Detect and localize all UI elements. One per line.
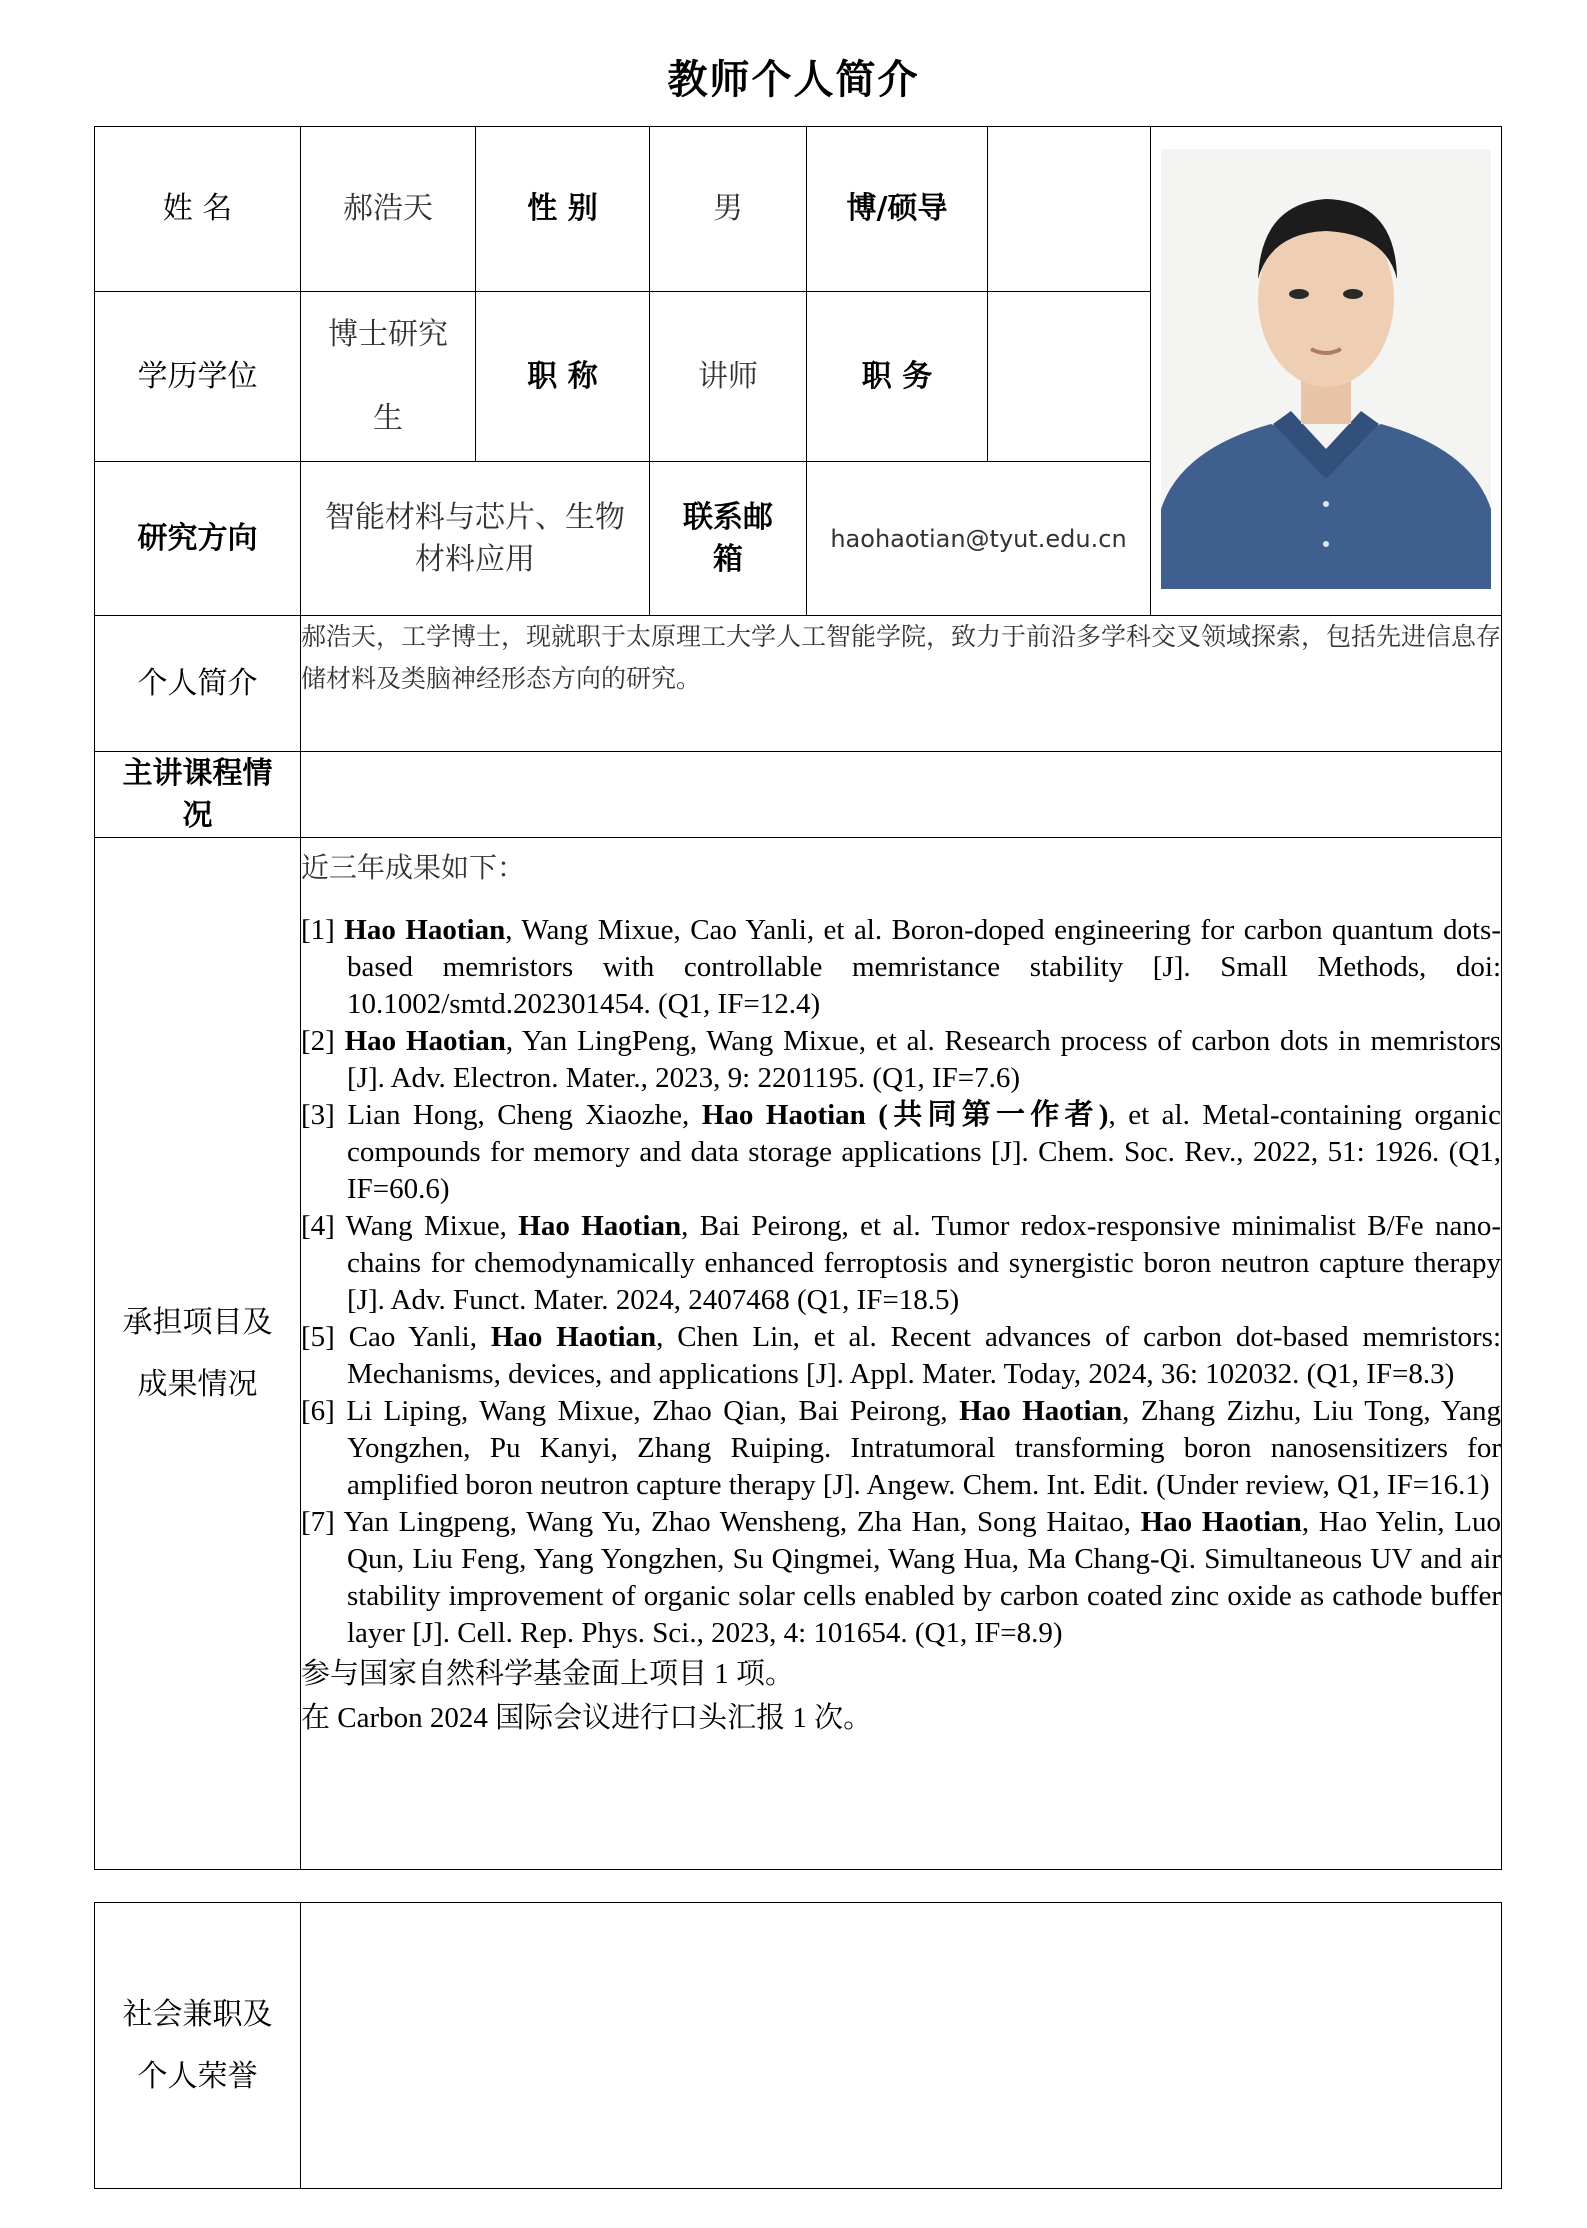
reference-item: [301, 1504, 1501, 1652]
reference-number: [2]: [301, 1025, 335, 1057]
research-value: 智能材料与芯片、生物材料应用: [301, 462, 650, 616]
gender-label: 性 别: [476, 127, 650, 292]
name-label: 姓 名: [95, 127, 301, 292]
email-label: 联系邮箱: [650, 462, 807, 616]
profile-table: [94, 126, 1502, 1870]
reference-item: [301, 912, 1501, 1023]
reference-highlight-author: Hao Haotian: [344, 914, 506, 946]
reference-rest: , et al. Metal-containing organic compounds for memory and data storage applications [J]. Chem. Soc. Rev., 2022, 51: 1926. (Q1, IF=60.6): [347, 1099, 1501, 1205]
photo-cell: [1151, 127, 1502, 616]
reference-highlight-author: Hao Haotian (共同第一作者): [701, 1099, 1109, 1131]
reference-item: [301, 1208, 1501, 1319]
reference-item: [301, 1319, 1501, 1393]
reference-rest: , Zhang Zizhu, Liu Tong, Yang Yongzhen, Pu Kanyi, Zhang Ruiping. Intratumoral transforming boron nanosensitizers for amplified boron neutron capture therapy [J]. Angew. Chem. Int. Edit. (Under review, Q1, IF=16.1): [347, 1395, 1502, 1501]
reference-rest: , Wang Mixue, Cao Yanli, et al. Boron-doped engineering for carbon quantum dots-based memristors with controllable memristance stability [J]. Small Methods, doi: 10.1002/smtd.202301454. (Q1, IF=12.4): [347, 914, 1501, 1020]
courses-value: [301, 752, 1502, 838]
reference-list: [301, 912, 1501, 1652]
reference-item: [301, 1097, 1501, 1208]
reference-number: [4]: [301, 1210, 335, 1242]
achievement-note: 参与国家自然科学基金面上项目 1 项。: [301, 1658, 795, 1690]
projects-label: 承担项目及成果情况: [95, 838, 301, 1870]
honors-table: [94, 1902, 1502, 2189]
reference-authors-before: Lian Hong, Cheng Xiaozhe,: [347, 1099, 702, 1131]
achievement-note: 在 Carbon 2024 国际会议进行口头汇报 1 次。: [301, 1702, 873, 1734]
page-title: 教师个人简介: [667, 57, 920, 103]
reference-item: [301, 1023, 1501, 1097]
position-label: 职 务: [807, 292, 988, 462]
bio-label: 个人简介: [95, 616, 301, 752]
reference-highlight-author: Hao Haotian: [490, 1321, 657, 1353]
reference-authors-before: Cao Yanli,: [348, 1321, 491, 1353]
name-value: 郝浩天: [301, 127, 476, 292]
email-value: haohaotian@tyut.edu.cn: [807, 462, 1151, 616]
education-value: 博士研究生: [301, 292, 476, 462]
reference-highlight-author: Hao Haotian: [518, 1210, 682, 1242]
reference-number: [6]: [301, 1395, 335, 1427]
honors-value: [301, 1903, 1502, 2189]
research-label: 研究方向: [95, 462, 301, 616]
reference-authors-before: Li Liping, Wang Mixue, Zhao Qian, Bai Peirong,: [346, 1395, 960, 1427]
achievements-cell: [301, 838, 1502, 1870]
reference-number: [5]: [301, 1321, 335, 1353]
achievement-notes: [301, 1652, 1501, 1740]
reference-rest: , Hao Yelin, Luo Qun, Liu Feng, Yang Yongzhen, Su Qingmei, Wang Hua, Ma Chang-Qi. Simultaneous UV and air stability improvement of organic solar cells enabled by carbon coated zinc oxide as cathode buffer layer [J]. Cell. Rep. Phys. Sci., 2023, 4: 101654. (Q1, IF=8.9): [347, 1506, 1501, 1649]
reference-highlight-author: Hao Haotian: [959, 1395, 1123, 1427]
reference-number: [3]: [301, 1099, 335, 1131]
title-label: 职 称: [476, 292, 650, 462]
courses-label: 主讲课程情况: [95, 752, 301, 838]
reference-authors-before: Wang Mixue,: [345, 1210, 519, 1242]
reference-authors-before: Yan Lingpeng, Wang Yu, Zhao Wensheng, Zha Han, Song Haitao,: [343, 1506, 1141, 1538]
education-label: 学历学位: [95, 292, 301, 462]
reference-highlight-author: Hao Haotian: [344, 1025, 506, 1057]
bio-text: 郝浩天，工学博士，现就职于太原理工大学人工智能学院，致力于前沿多学科交叉领域探索，包括先进信息存储材料及类脑神经形态方向的研究。: [301, 616, 1502, 752]
reference-rest: , Chen Lin, et al. Recent advances of carbon dot-based memristors: Mechanisms, devices, and applications [J]. Appl. Mater. Today, 2024, 36: 102032. (Q1, IF=8.3): [347, 1321, 1502, 1390]
reference-rest: , Yan LingPeng, Wang Mixue, et al. Research process of carbon dots in memristors [J]. Adv. Electron. Mater., 2023, 9: 2201195. (Q1, IF=7.6): [347, 1025, 1501, 1094]
supervisor-value: [988, 127, 1151, 292]
gender-value: 男: [650, 127, 807, 292]
position-value: [988, 292, 1151, 462]
profile-photo: [1161, 149, 1491, 589]
reference-number: [1]: [301, 914, 335, 946]
supervisor-label: 博/硕导: [807, 127, 988, 292]
honors-label: 社会兼职及个人荣誉: [95, 1903, 301, 2189]
title-value: 讲师: [650, 292, 807, 462]
reference-item: [301, 1393, 1501, 1504]
achievements-intro: 近三年成果如下：: [301, 851, 526, 884]
reference-highlight-author: Hao Haotian: [1140, 1506, 1302, 1538]
reference-rest: , Bai Peirong, et al. Tumor redox-responsive minimalist B/Fe nano-chains for chemodynamically enhanced ferroptosis and synergistic boron neutron capture therapy [J]. Adv. Funct. Mater. 2024, 2407468 (Q1, IF=18.5): [347, 1210, 1502, 1316]
reference-number: [7]: [301, 1506, 335, 1538]
